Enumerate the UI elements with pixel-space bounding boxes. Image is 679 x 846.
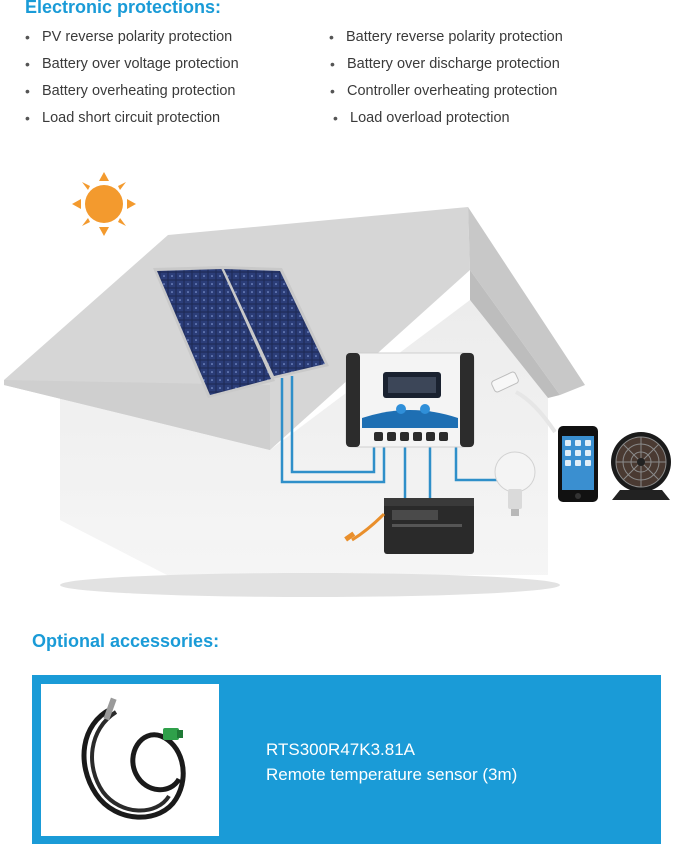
feature-label: Load overload protection (350, 110, 510, 126)
feature-item: • Battery overheating protection (25, 83, 236, 99)
feature-item: • Battery reverse polarity protection (329, 29, 563, 45)
feature-item: • Battery over discharge protection (330, 56, 560, 72)
feature-label: PV reverse polarity protection (42, 29, 233, 45)
battery-icon (384, 498, 474, 554)
feature-label: Battery overheating protection (42, 83, 236, 99)
feature-item: • PV reverse polarity protection (25, 29, 233, 45)
accessory-code: RTS300R47K3.81A (266, 740, 416, 759)
sensor-image (41, 684, 219, 836)
feature-label: Battery over discharge protection (347, 56, 560, 72)
fan-icon (611, 432, 671, 500)
feature-item: • Load overload protection (333, 110, 510, 126)
feature-label: Battery reverse polarity protection (346, 29, 563, 45)
feature-label: Load short circuit protection (42, 110, 221, 126)
house-illustration (4, 207, 585, 597)
feature-item: • Load short circuit protection (25, 110, 221, 126)
smartphone-icon (558, 426, 598, 502)
feature-label: Controller overheating protection (347, 83, 558, 99)
feature-item: • Battery over voltage protection (25, 56, 239, 72)
solar-system-illustration (0, 170, 679, 610)
protections-title: Electronic protections: (25, 0, 222, 17)
accessories-title: Optional accessories: (32, 631, 220, 651)
accessory-card (32, 675, 661, 844)
feature-item: • Controller overheating protection (330, 83, 558, 99)
sun-icon (72, 172, 136, 236)
accessory-description: Remote temperature sensor (3m) (266, 765, 518, 784)
charge-controller-icon (346, 353, 474, 447)
feature-label: Battery over voltage protection (42, 56, 239, 72)
temperature-sensor-icon (41, 684, 219, 836)
